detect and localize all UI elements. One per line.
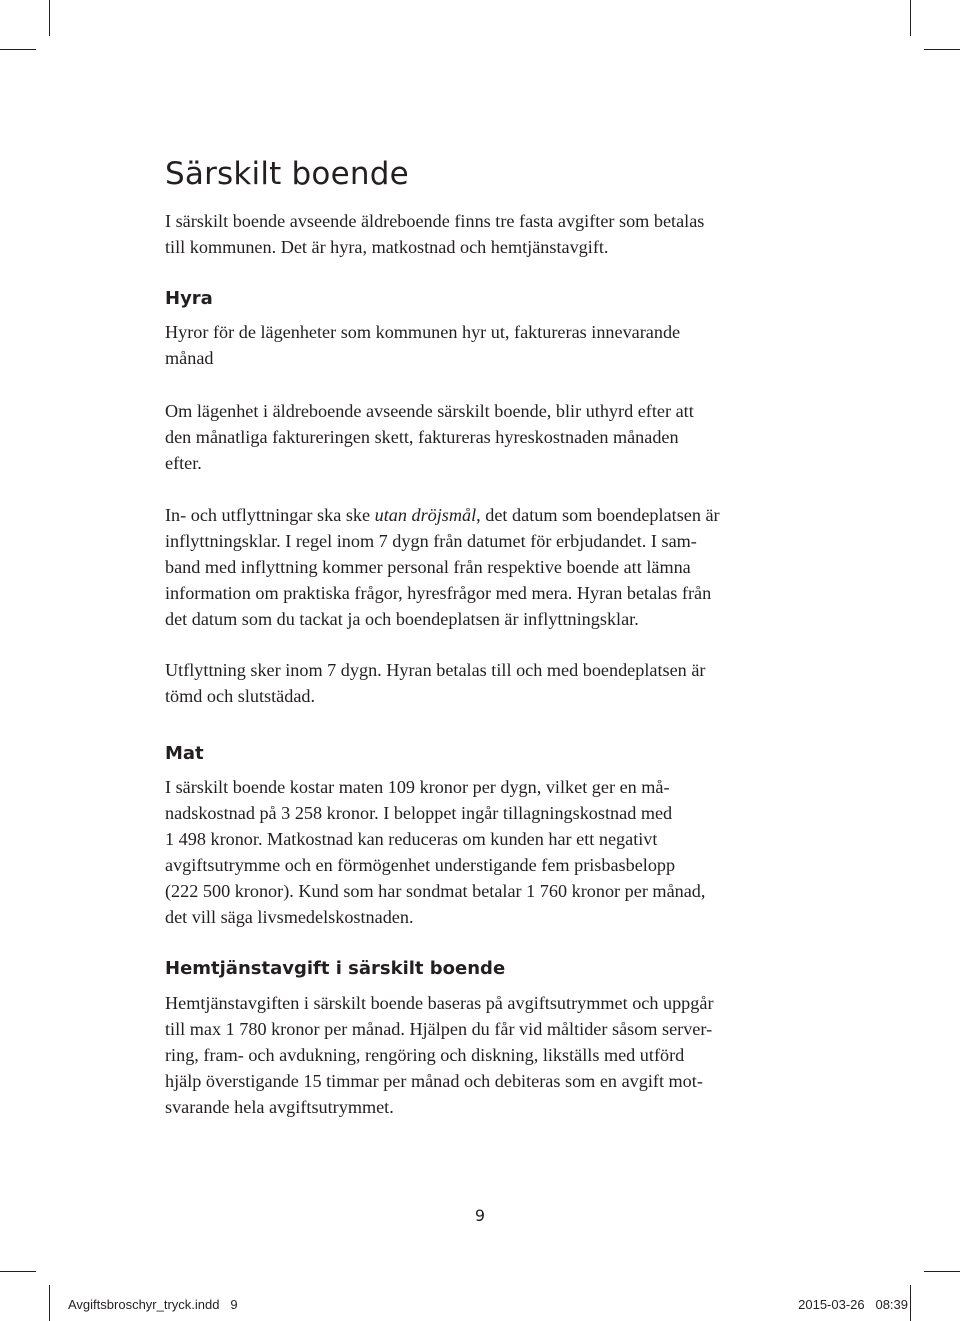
- crop-mark-left-top: [0, 49, 36, 50]
- crop-mark-right-bottom: [924, 1271, 960, 1272]
- hyra-paragraph-2: Om lägenhet i äldreboende avseende särskilt boende, blir uthyrd efter att den månatliga faktureringen skett, faktureras hyreskostnaden månaden efter.: [165, 401, 694, 473]
- page-number: 9: [474, 1206, 486, 1225]
- crop-mark-right-top: [924, 49, 960, 50]
- crop-mark-left-bottom: [0, 1271, 36, 1272]
- page-title: Särskilt boende: [165, 156, 409, 192]
- hyra-paragraph-4: Utflyttning sker inom 7 dygn. Hyran betalas till och med boendeplatsen är tömd och slutstädad.: [165, 660, 706, 706]
- crop-mark-bottom-right: [910, 1285, 911, 1321]
- heading-hyra: Hyra: [165, 288, 213, 309]
- intro-paragraph: I särskilt boende avseende äldreboende finns tre fasta avgifter som betalas till kommunen. Det är hyra, matkostnad och hemtjänstavgift.: [165, 211, 705, 257]
- heading-mat: Mat: [165, 743, 204, 764]
- emphasis-utan-drojsmal: utan dröjsmål: [374, 505, 477, 525]
- slug-filename: Avgiftsbroschyr_tryck.indd 9: [68, 1297, 238, 1312]
- hyra-paragraph-3: In- och utflyttningar ska ske utan dröjsmål, det datum som boendeplatsen är inflyttningsklar. I regel inom 7 dygn från datumet för erbjudandet. I sam- band med inflyttning kommer personal från respektive boende att lämna information om praktiska frågor, hyresfrågor med mera. Hyran betalas från det datum som du tackat ja och boendeplatsen är inflyttningsklar.: [165, 505, 720, 629]
- mat-paragraph: I särskilt boende kostar maten 109 kronor per dygn, vilket ger en må- nadskostnad på 3 258 kronor. I beloppet ingår tillagningskostnad med 1 498 kronor. Matkostnad kan reduceras om kunden har ett negativt avgiftsutrymme och en förmögenhet understigande fem prisbasbelopp (222 500 kronor). Kund som har sondmat betalar 1 760 kronor per månad, det vill säga livsmedelskostnaden.: [165, 777, 706, 927]
- hyra-paragraph-1: Hyror för de lägenheter som kommunen hyr ut, faktureras innevarande månad: [165, 322, 681, 368]
- crop-mark-top-right: [910, 0, 911, 36]
- heading-hemtjanstavgift: Hemtjänstavgift i särskilt boende: [165, 958, 506, 979]
- slug-timestamp: 2015-03-26 08:39: [798, 1297, 908, 1312]
- crop-mark-bottom-left: [49, 1285, 50, 1321]
- hemtjanst-paragraph: Hemtjänstavgiften i särskilt boende baseras på avgiftsutrymmet och uppgår till max 1 780 kronor per månad. Hjälpen du får vid måltider såsom server- ring, fram- och avdukning, rengöring och diskning, likställs med utförd hjälp överstigande 15 timmar per månad och debiteras som en avgift mot- svarande hela avgiftsutrymmet.: [165, 993, 714, 1117]
- crop-mark-top-left: [49, 0, 50, 36]
